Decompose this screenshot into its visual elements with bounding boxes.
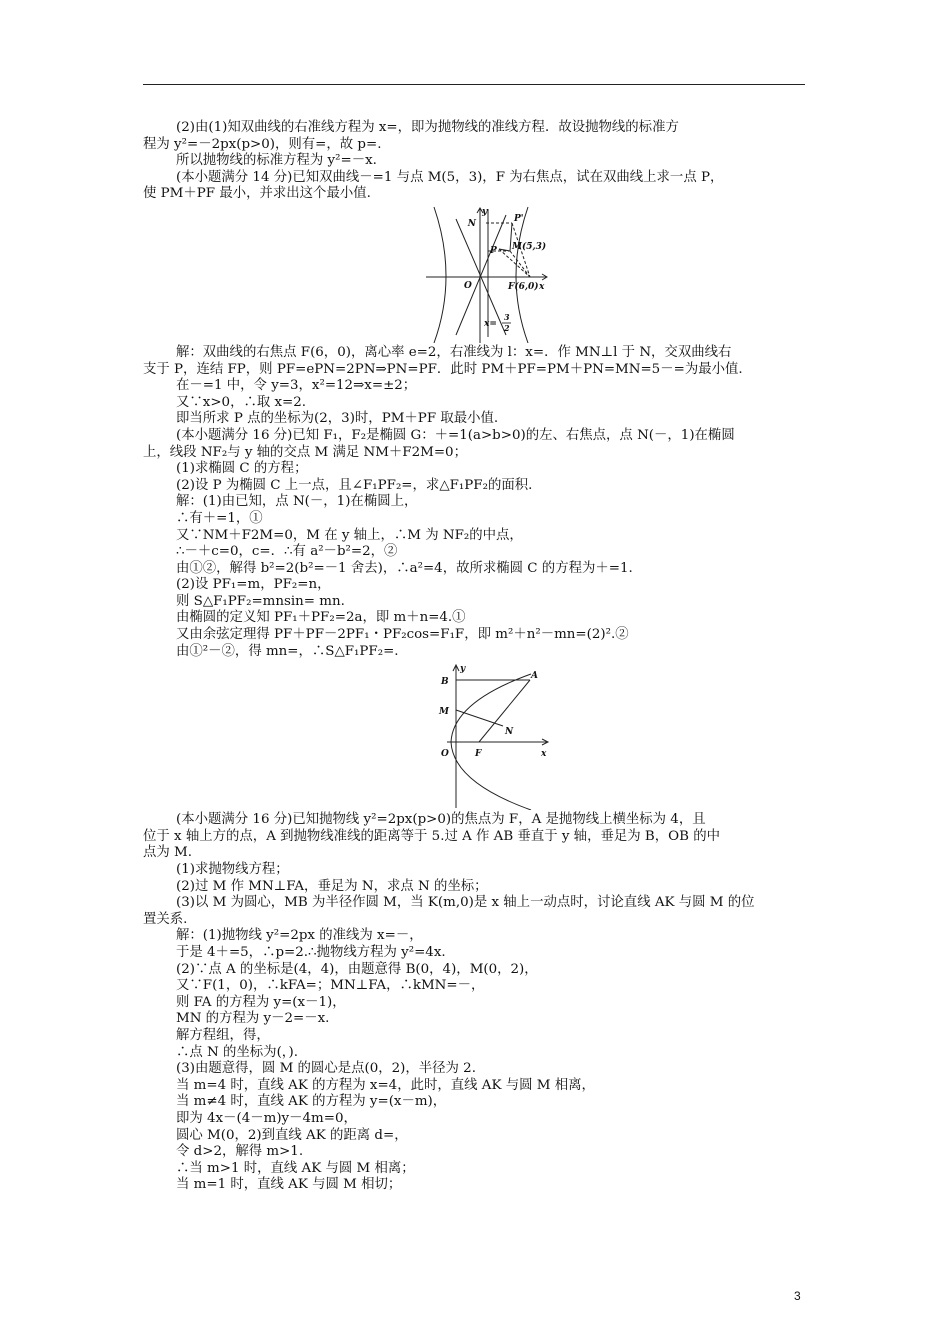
text-line: 又∵F(1，0)，∴kFA=；MN⊥FA，∴kMN=－， xyxy=(176,978,485,994)
hyperbola-left-branch xyxy=(434,207,446,343)
label-O: O xyxy=(464,280,472,291)
text-line: 解方程组，得， xyxy=(176,1027,270,1043)
dashed-segment xyxy=(510,251,530,277)
page-number: 3 xyxy=(794,1289,801,1303)
label-F: F(6,0) xyxy=(508,281,539,292)
text-line: ∴点 N 的坐标为(，). xyxy=(176,1044,298,1060)
text-line: 于是 4＋=5，∴p=2.∴抛物线方程为 y²=4x. xyxy=(176,945,446,960)
text-line: (3)以 M 为圆心，MB 为半径作圆 M，当 K(m,0)是 x 轴上一动点时，讨论直线 AK 与圆 M 的位 xyxy=(176,895,755,911)
parabola-figure xyxy=(143,662,805,810)
label-y: y xyxy=(460,664,466,675)
label-M: M xyxy=(439,707,449,718)
text-line: 点为 M. xyxy=(143,845,193,861)
text-line: 位于 x 轴上方的点，A 到抛物线准线的距离等于 5.过 A 作 AB 垂直于 y 轴，垂足为 B，OB 的中 xyxy=(143,828,720,844)
label-numerator: 3 xyxy=(504,311,510,322)
text-line: 当 m=4 时，直线 AK 的方程为 x=4，此时，直线 AK 与圆 M 相离， xyxy=(176,1077,595,1093)
text-line: 即当所求 P 点的坐标为(2，3)时，PM＋PF 取最小值. xyxy=(176,411,499,427)
text-line: (1)求抛物线方程； xyxy=(176,862,289,878)
text-line: (3)由题意得，圆 M 的圆心是点(0，2)，半径为 2. xyxy=(176,1061,476,1077)
text-line: 所以抛物线的标准方程为 y²=－x. xyxy=(176,153,377,169)
text-line: 圆心 M(0，2)到直线 AK 的距离 d=， xyxy=(176,1127,408,1143)
text-line: (本小题满分 16 分)已知抛物线 y²=2px(p>0)的焦点为 F，A 是抛物线上横坐标为 4，且 xyxy=(176,812,706,828)
label-F: F xyxy=(475,749,482,760)
hyperbola-figure xyxy=(143,205,805,343)
document-body xyxy=(143,120,805,1194)
text-line: 又∵x>0，∴取 x=2. xyxy=(176,394,307,410)
label-N: N xyxy=(505,727,514,738)
text-line: (1)求椭圆 C 的方程； xyxy=(176,461,308,477)
text-line: 支于 P，连结 FP，则 PF=ePN=2PN⇒PN=PF．此时 PM＋PF=PM＋PN=MN=5－=为最小值. xyxy=(143,361,743,377)
text-line: 使 PM＋PF 最小，并求出这个最小值. xyxy=(143,186,371,202)
label-x-eq: x= xyxy=(484,318,497,329)
text-line: 解：(1)抛物线 y²=2px 的准线为 x=－， xyxy=(176,928,423,944)
hyperbola-right-branch xyxy=(516,207,528,343)
text-line: (2)设 P 为椭圆 C 上一点，且∠F₁PF₂=，求△F₁PF₂的面积. xyxy=(176,477,533,493)
text-line: 即为 4x－(4－m)y－4m=0， xyxy=(176,1110,357,1126)
text-line: 置关系. xyxy=(143,911,188,927)
label-A: A xyxy=(531,671,538,682)
text-line: 又由余弦定理得 PF＋PF－2PF₁・PF₂cos=F₁F，即 m²＋n²－mn=(2)².② xyxy=(176,627,629,643)
text-line: 解：双曲线的右焦点 F(6，0)，离心率 e=2，右准线为 l：x=．作 MN⊥l 于 N，交双曲线右 xyxy=(176,344,732,360)
text-line: (2)过 M 作 MN⊥FA，垂足为 N，求点 N 的坐标； xyxy=(176,878,488,894)
text-line: (2)设 PF₁=m，PF₂=n， xyxy=(176,577,331,593)
text-line: 由①²－②，得 mn=，∴S△F₁PF₂=. xyxy=(176,643,399,659)
text-line: 则 FA 的方程为 y=(x－1)， xyxy=(176,994,346,1010)
label-P: P xyxy=(490,245,497,256)
text-line: 由椭圆的定义知 PF₁＋PF₂=2a，即 m＋n=4.① xyxy=(176,610,466,626)
text-line: 则 S△F₁PF₂=mnsin= mn. xyxy=(176,593,345,609)
label-y: y xyxy=(482,206,488,217)
text-line: ∴有＋=1，① xyxy=(176,510,263,526)
text-line: 解：(1)由已知，点 N(－，1)在椭圆上， xyxy=(176,494,418,510)
text-line: 又∵NM＋F2M=0，M 在 y 轴上，∴M 为 NF₂的中点， xyxy=(176,527,523,543)
header-rule xyxy=(143,84,805,85)
text-line: 上，线段 NF₂与 y 轴的交点 M 满足 NM＋F2M=0； xyxy=(143,444,467,460)
text-line: 程为 y²=－2px(p>0)，则有=，故 p=. xyxy=(143,136,382,152)
label-P-prime: P' xyxy=(514,213,524,224)
text-line: ∴当 m>1 时，直线 AK 与圆 M 相离； xyxy=(176,1160,415,1176)
segment-MN xyxy=(456,710,503,726)
text-line: 令 d>2，解得 m>1. xyxy=(176,1144,304,1160)
text-line: 在－=1 中，令 y=3，x²=12⇒x=±2； xyxy=(176,378,417,394)
label-denominator: 2 xyxy=(504,322,510,333)
label-B: B xyxy=(441,677,449,688)
text-line: (本小题满分 16 分)已知 F₁，F₂是椭圆 G：＋=1(a>b>0)的左、右焦点，点 N(－，1)在椭圆 xyxy=(176,427,735,443)
text-line: ∴－＋c=0，c=．∴有 a²－b²=2，② xyxy=(176,544,398,560)
label-M: M(5,3) xyxy=(512,241,547,252)
label-x: x xyxy=(541,749,547,760)
label-x: x xyxy=(539,281,545,292)
text-line: 当 m≠4 时，直线 AK 的方程为 y=(x－m)， xyxy=(176,1094,447,1110)
text-line: 当 m=1 时，直线 AK 与圆 M 相切； xyxy=(176,1177,402,1193)
text-line: 由①②，解得 b²=2(b²=－1 舍去)，∴a²=4，故所求椭圆 C 的方程为＋=1. xyxy=(176,560,633,576)
text-line: (2)∵点 A 的坐标是(4，4)，由题意得 B(0，4)，M(0，2)， xyxy=(176,961,538,977)
label-O: O xyxy=(441,749,449,760)
label-N: N xyxy=(467,218,476,229)
text-line: (2)由(1)知双曲线的右准线方程为 x=，即为抛物线的准线方程．故设抛物线的标准方 xyxy=(176,120,679,135)
text-line: MN 的方程为 y－2=－x. xyxy=(176,1011,330,1027)
text-line: (本小题满分 14 分)已知双曲线－=1 与点 M(5，3)，F 为右焦点，试在双曲线上求一点 P， xyxy=(176,169,724,185)
